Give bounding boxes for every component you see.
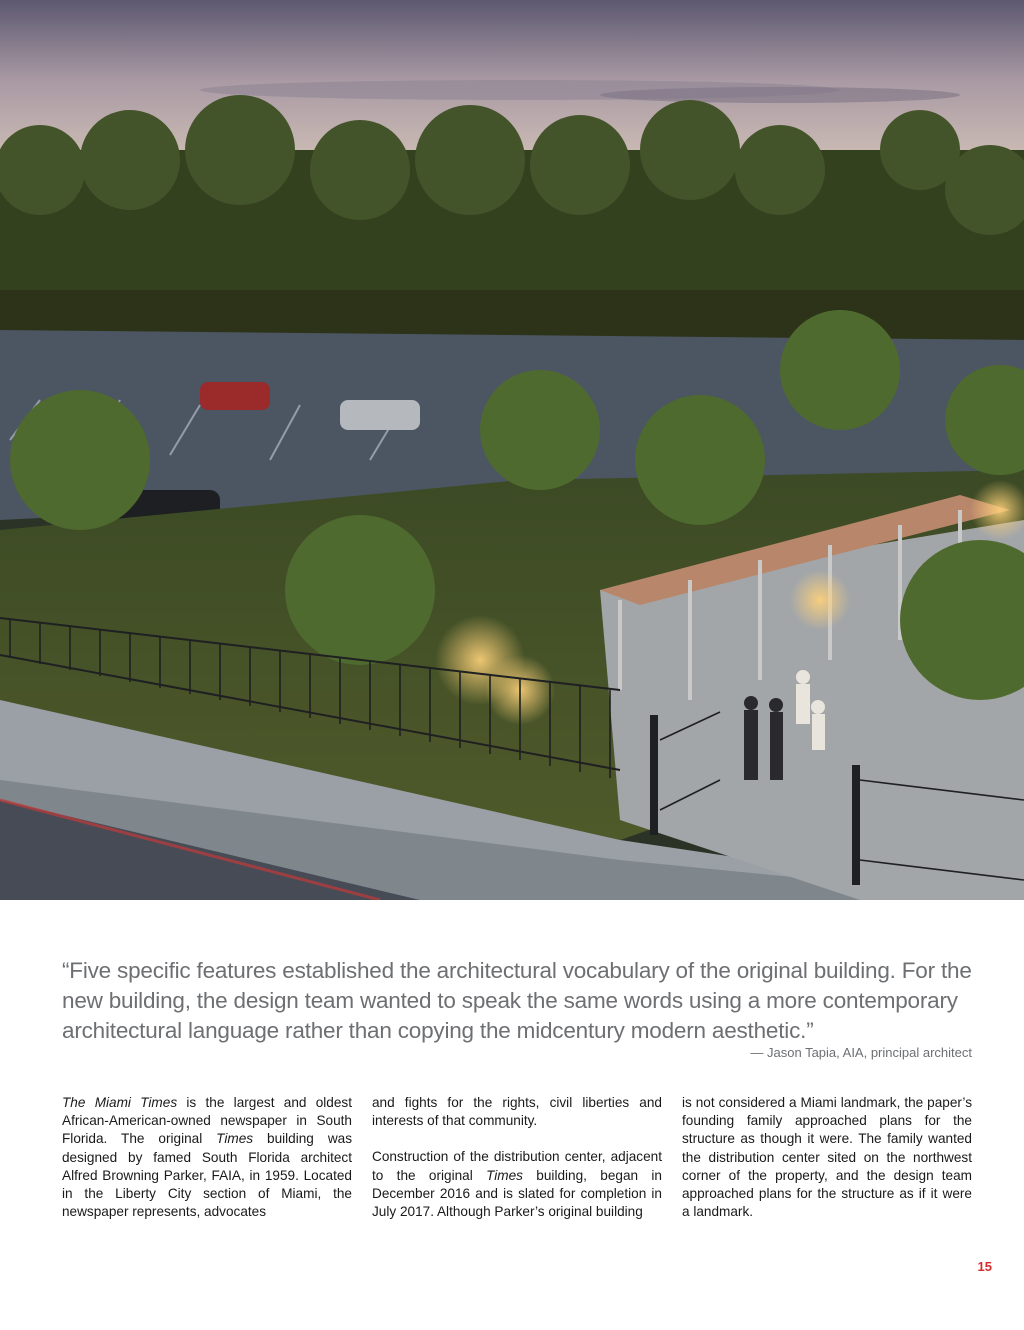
paragraph: The Miami Times is the largest and oldest African-American-owned newspaper in South Florida. The original Times building was designed by famed South Florida architect Alfred Browning Parker, FAIA, in 1959. Located in the Liberty City section of Miami, the newspaper represents, advocates (62, 1095, 352, 1220)
body-column-3 (682, 1094, 972, 1239)
paragraph: Construction of the distribution center, adjacent to the original Times building, began in December 2016 and is slated for completion in July 2017. Although Parker’s original building (372, 1149, 662, 1220)
body-column-1 (62, 1094, 352, 1239)
paragraph: is not considered a Miami landmark, the paper’s founding family approached plans for the structure as though it were. The family wanted the distribution center sited on the northwest corner of the property, and the design team approached plans for the structure as if it were a landmark. (682, 1095, 972, 1220)
quote-attribution: — Jason Tapia, AIA, principal architect (750, 1045, 972, 1060)
paragraph: and fights for the rights, civil liberties and interests of that community. (372, 1095, 662, 1129)
body-column-2 (372, 1094, 662, 1239)
publication-name: The Miami Times (62, 1095, 178, 1110)
pull-quote: “Five specific features established the architectural vocabulary of the original building. For the new building, the design team wanted to speak the same words using a more contemporary architectural language rather than copying the midcentury modern aesthetic.” (62, 958, 972, 1043)
article-body (62, 1094, 972, 1239)
page-number: 15 (977, 1259, 992, 1274)
